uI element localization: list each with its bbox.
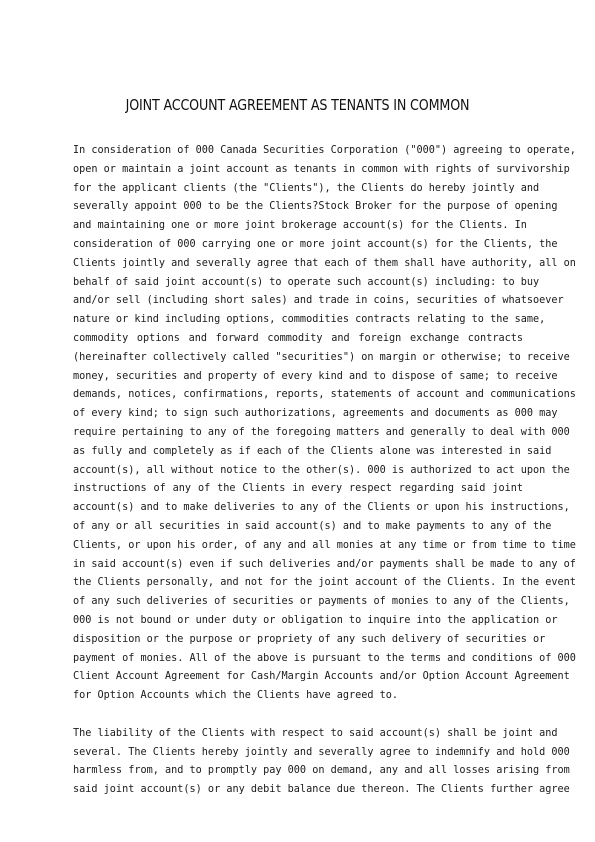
text-line: of any such deliveries of securities or payments of monies to any of the Clients, bbox=[73, 596, 570, 608]
text-line: Client Account Agreement for Cash/Margin Accounts and/or Option Account Agreement bbox=[73, 671, 570, 683]
text-line: The liability of the Clients with respect to said account(s) shall be joint and bbox=[73, 727, 558, 739]
text-line: for the applicant clients (the "Clients"), the Clients do hereby jointly and bbox=[73, 182, 540, 194]
text-line: money, securities and property of every kind and to dispose of same; to receive bbox=[73, 370, 558, 382]
text-line: demands, notices, confirmations, reports, statements of account and communications bbox=[73, 389, 576, 401]
text-line: account(s), all without notice to the other(s). 000 is authorized to act upon the bbox=[73, 464, 570, 476]
text-line: open or maintain a joint account as tenants in common with rights of survivorship bbox=[73, 163, 570, 175]
text-line: of every kind; to sign such authorizations, agreements and documents as 000 may bbox=[73, 408, 558, 420]
text-line: behalf of said joint account(s) to operate such account(s) including: to buy bbox=[73, 276, 540, 288]
text-line: for Option Accounts which the Clients have agreed to. bbox=[73, 690, 399, 702]
text-line: several. The Clients hereby jointly and severally agree to indemnify and hold 000 bbox=[73, 746, 570, 758]
paragraph-spacer bbox=[73, 706, 523, 725]
text-line: nature or kind including options, commodities contracts relating to the same, bbox=[73, 314, 546, 326]
text-line: of any or all securities in said account(s) and to make payments to any of the bbox=[73, 520, 552, 532]
text-line: in said account(s) even if such deliveries and/or payments shall be made to any of bbox=[73, 558, 576, 570]
text-line: (hereinafter collectively called "securities") on margin or otherwise; to receive bbox=[73, 351, 570, 363]
text-line: 000 is not bound or under duty or obligation to inquire into the application or bbox=[73, 614, 558, 626]
text-line: severally appoint 000 to be the Clients?Stock Broker for the purpose of opening bbox=[73, 201, 558, 213]
text-line: payment of monies. All of the above is pursuant to the terms and conditions of 000 bbox=[73, 652, 576, 664]
text-line: consideration of 000 carrying one or more joint account(s) for the Clients, the bbox=[73, 238, 558, 250]
text-line: In consideration of 000 Canada Securities Corporation ("000") agreeing to operate, bbox=[73, 145, 576, 156]
text-line: the Clients personally, and not for the joint account of the Clients. In the event bbox=[73, 577, 576, 589]
text-line: require pertaining to any of the foregoing matters and generally to deal with 000 bbox=[73, 426, 570, 438]
paragraph-1 bbox=[73, 142, 576, 706]
text-line: as fully and completely as if each of the Clients alone was interested in said bbox=[73, 445, 552, 457]
text-line: instructions of any of the Clients in every respect regarding said joint bbox=[73, 483, 523, 495]
text-line: and maintaining one or more joint brokerage account(s) for the Clients. In bbox=[73, 220, 527, 232]
document-title: JOINT ACCOUNT AGREEMENT AS TENANTS IN COMMON bbox=[125, 96, 470, 114]
document-body bbox=[73, 142, 576, 800]
text-line: and/or sell (including short sales) and trade in coins, securities of whatsoever bbox=[73, 295, 564, 307]
text-line: disposition or the purpose or propriety of any such delivery of securities or bbox=[73, 633, 546, 645]
text-line: Clients, or upon his order, of any and all monies at any time or from time to time bbox=[73, 539, 576, 551]
text-line: harmless from, and to promptly pay 000 on demand, any and all losses arising from bbox=[73, 765, 570, 777]
text-line: said joint account(s) or any debit balance due thereon. The Clients further agree bbox=[73, 784, 570, 796]
text-line: commodity options and forward commodity and foreign exchange contracts bbox=[73, 332, 523, 344]
text-line: Clients jointly and severally agree that each of them shall have authority, all on bbox=[73, 257, 576, 269]
text-line: account(s) and to make deliveries to any of the Clients or upon his instructions, bbox=[73, 502, 570, 514]
paragraph-2 bbox=[73, 725, 570, 800]
